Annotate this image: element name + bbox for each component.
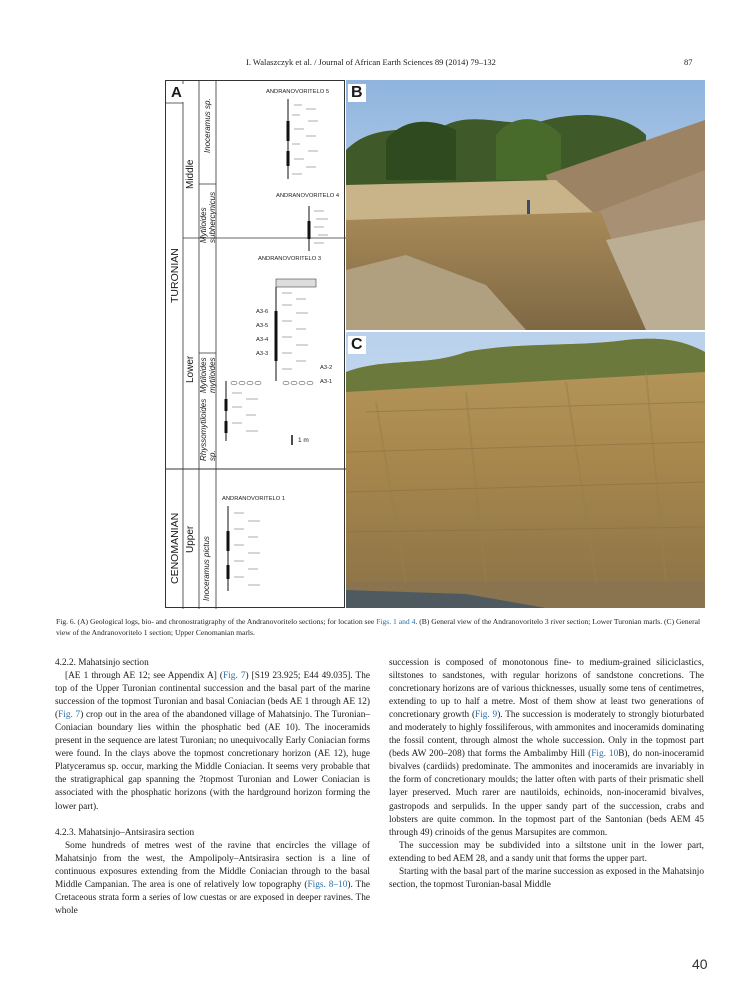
log-andranovoritelo-5 [288,99,324,179]
fig-link[interactable]: Fig. 10 [591,749,619,760]
zone-mytiloides-mytiloides: mytiloides [208,357,217,393]
log-andranovoritelo-1 [228,506,260,591]
section-heading-4-2-3: 4.2.3. Mahatsinjo–Antsirasira section [55,827,195,838]
zone-rhyssomytiloides-sp: sp. [208,450,217,461]
fig-link[interactable]: Figs. 8–10 [307,879,348,890]
figure-caption: Fig. 6. (A) Geological logs, bio- and chronostratigraphy of the Andranovoritelo sections; for location see Figs. 1 and 4. (B) General view of the Andranovoritelo 3 river section; Lower Turonian marls. (C) General view of the Andranovoritelo 1 section; Upper Cenomanian marls. [56,617,701,637]
bed-label: A3-1 [320,379,333,385]
log-andranovoritelo-3 [226,279,316,445]
paragraph: Starting with the basal part of the marine succession as exposed in the Mahatsinjo section, the topmost Turonian-basal Middle [389,866,704,890]
panel-c-letter: C [348,336,366,354]
zone-inoceramus-sp: Inoceramus sp. [203,98,212,153]
fig-link[interactable]: Fig. 9 [475,710,498,721]
caption-link[interactable]: Figs. 1 and 4 [376,617,416,626]
zone-rhyssomytiloides: Rhyssomytiloides [199,398,208,461]
log-title-1: ANDRANOVORITELO 1 [222,496,286,502]
panel-a-geological-logs [165,80,345,608]
bed-label: A3-5 [256,323,269,329]
bed-label: A3-2 [320,365,333,371]
zone-subhercynicus: subhercynicus [208,191,217,243]
scale-label: 1 m [298,437,309,444]
fig-link[interactable]: Fig. 7 [58,710,81,721]
left-column [55,657,370,918]
zone-mytiloides: Mytiloides [199,357,208,393]
log-title-5: ANDRANOVORITELO 5 [266,89,330,95]
paragraph: Some hundreds of metres west of the ravine that encircles the village of Mahatsinjo from the west, the Ampolipoly–Antsirasira section is a line of continuous exposures extending from the Middle Coniacian through to the basal Middle Campanian. The area is one of relatively low topography (Figs. 8–10). The Cretaceous strata form a series of low cuestas or are exposed in deeper ravines. The whole [55,840,370,916]
section-heading-4-2-2: 4.2.2. Mahatsinjo section [55,658,149,668]
paragraph: succession is composed of monotonous fine- to medium-grained siliciclastics, siltstones to sandstones, with regular horizons of sandstone concretions. The concretionary horizons are of various thicknesses, usually some tens of centimetres, extending to up to half a metre. Most of them show at least two generations of concretionary growth (Fig. 9). The succession is moderately to strongly bioturbated and moderately to highly fossiliferous, with ammonites and inoceramids dominating the fossil content, through almost the whole succession. Only in the topmost part (beds AW 200–208) that forms the Ambalimby Hill (Fig. 10B), do non-inoceramid bivalves (cardiids) predominate. The ammonites and inoceramids are invariably in the form of concretionary moulds; the latter often with parts of their prismatic shell layer preserved. Much rarer are nautiloids, echinoids, non-inoceramid bivalves, gastropods and serpulids. In the upper sandy part of the succession, crabs and lobsters are quite common. In the topmost part of the Santonian (beds AEM 45 through 49) crinoids of the genus Marsupites are common. [389,658,704,838]
stage-cenomanian: CENOMANIAN [169,512,181,584]
stage-turonian: TURONIAN [169,248,181,303]
right-column [389,657,704,892]
photo-c-cliff-section [346,332,705,608]
substage-upper: Upper [185,525,196,553]
journal-citation: I. Walaszczyk et al. / Journal of African Earth Sciences 89 (2014) 79–132 [246,57,496,67]
paragraph: [AE 1 through AE 12; see Appendix A] (Fig. 7) [S19 23.925; E44 49.035]. The top of the Upper Turonian continental succession and the basal part of the marine succession of the topmost Turonian and basal Coniacian (beds AE 1 through AE 12) (Fig. 7) crop out in the area of the abandoned village of Mahatsinjo. The Turonian–Coniacian boundary lies within the phosphatic bed (AE 10). The inoceramids present in the sequence are latest Turonian; no unequivocally Early Coniacian forms were found. In the clays above the topmost concretionary horizon (AE 12), huge Platyceramus sp. occur, marking the Middle Coniacian. It seems very probable that the stratigraphical gap spanning the ?topmost Turonian and Lower Coniacian is associated with the phosphatic horizons (with the hardground horizon forming the lower part). [55,671,371,812]
bed-label: A3-4 [256,337,269,343]
panel-b-letter: B [348,84,366,102]
substage-middle: Middle [185,159,196,189]
cliff-landscape [346,332,705,608]
log-andranovoritelo-4 [309,206,328,251]
log-title-3: ANDRANOVORITELO 3 [258,256,322,262]
log-title-4: ANDRANOVORITELO 4 [276,193,340,199]
river-landscape [346,80,705,330]
panel-a-letter: A [168,84,185,102]
paragraph: The succession may be subdivided into a siltstone unit in the lower part, extending to bed AEM 28, and a sandy unit that forms the upper part. [389,840,704,864]
journal-page-number: 87 [684,57,693,67]
zone-mytiloides-sub: Mytiloides [199,207,208,243]
figure-6 [165,80,705,608]
fig-link[interactable]: Fig. 7 [223,671,246,682]
zone-inoceramus-pictus: Inoceramus pictus [202,536,211,601]
bed-label: A3-6 [256,309,269,315]
photo-b-river-section [346,80,705,330]
substage-lower: Lower [185,355,196,383]
page-number: 40 [692,956,708,972]
bed-label: A3-3 [256,351,269,357]
